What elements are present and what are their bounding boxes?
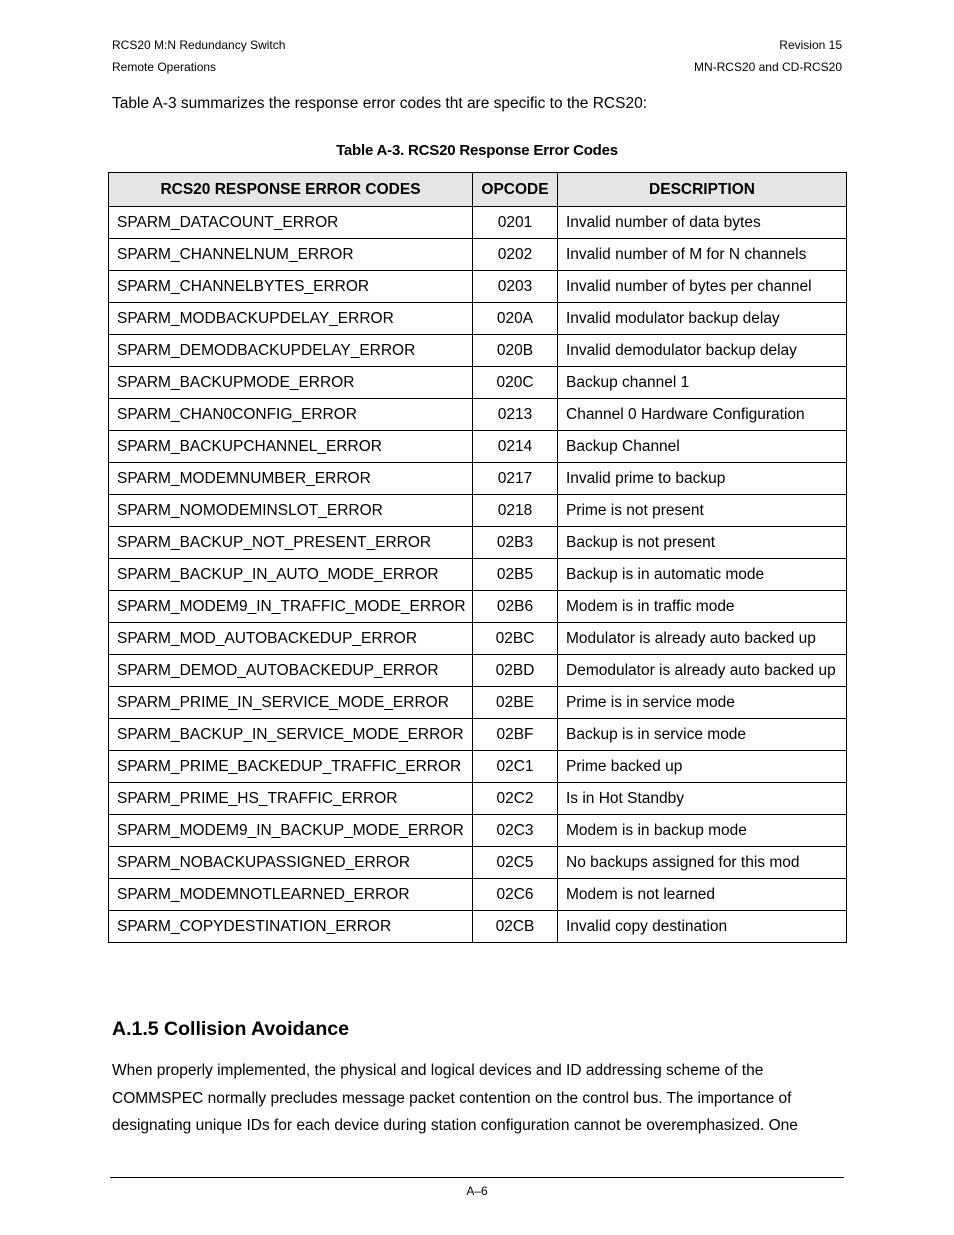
page-number: A–6 <box>466 1184 488 1198</box>
table-row <box>109 687 847 719</box>
table-row <box>109 847 847 879</box>
description-cell: Backup Channel <box>558 431 847 463</box>
opcode-cell: 02BC <box>473 623 558 655</box>
opcode-cell: 0214 <box>473 431 558 463</box>
description-cell: Invalid prime to backup <box>558 463 847 495</box>
error-code-cell: SPARM_MOD_AUTOBACKEDUP_ERROR <box>109 623 473 655</box>
opcode-cell: 02B6 <box>473 591 558 623</box>
column-header-opcode: OPCODE <box>473 173 558 207</box>
description-cell: Invalid demodulator backup delay <box>558 335 847 367</box>
table-header-row <box>109 173 847 207</box>
error-code-cell: SPARM_BACKUP_NOT_PRESENT_ERROR <box>109 527 473 559</box>
footer-rule <box>110 1177 844 1178</box>
description-cell: Backup is in service mode <box>558 719 847 751</box>
description-cell: Modem is in traffic mode <box>558 591 847 623</box>
opcode-cell: 0203 <box>473 271 558 303</box>
table-row <box>109 559 847 591</box>
table-row <box>109 719 847 751</box>
table-row <box>109 815 847 847</box>
section-number: A.1.5 <box>112 1018 159 1040</box>
error-code-cell: SPARM_MODBACKUPDELAY_ERROR <box>109 303 473 335</box>
opcode-cell: 020B <box>473 335 558 367</box>
description-cell: Channel 0 Hardware Configuration <box>558 399 847 431</box>
error-code-cell: SPARM_CHANNELBYTES_ERROR <box>109 271 473 303</box>
table-row <box>109 527 847 559</box>
error-code-cell: SPARM_PRIME_BACKEDUP_TRAFFIC_ERROR <box>109 751 473 783</box>
opcode-cell: 02B5 <box>473 559 558 591</box>
table-row <box>109 623 847 655</box>
description-cell: Backup is not present <box>558 527 847 559</box>
description-cell: Demodulator is already auto backed up <box>558 655 847 687</box>
error-code-cell: SPARM_NOBACKUPASSIGNED_ERROR <box>109 847 473 879</box>
description-cell: Backup channel 1 <box>558 367 847 399</box>
table-row <box>109 399 847 431</box>
opcode-cell: 0201 <box>473 207 558 239</box>
opcode-cell: 0218 <box>473 495 558 527</box>
table-body <box>109 207 847 943</box>
opcode-cell: 02C5 <box>473 847 558 879</box>
body-paragraph <box>112 1057 852 1140</box>
table-row <box>109 783 847 815</box>
error-code-cell: SPARM_BACKUPMODE_ERROR <box>109 367 473 399</box>
error-code-cell: SPARM_MODEMNOTLEARNED_ERROR <box>109 879 473 911</box>
error-code-cell: SPARM_DATACOUNT_ERROR <box>109 207 473 239</box>
opcode-cell: 02BF <box>473 719 558 751</box>
error-code-cell: SPARM_BACKUPCHANNEL_ERROR <box>109 431 473 463</box>
table-row <box>109 879 847 911</box>
table-row <box>109 495 847 527</box>
error-code-cell: SPARM_PRIME_IN_SERVICE_MODE_ERROR <box>109 687 473 719</box>
table-row <box>109 911 847 943</box>
opcode-cell: 02C3 <box>473 815 558 847</box>
section-title: Collision Avoidance <box>164 1018 349 1040</box>
opcode-cell: 02BD <box>473 655 558 687</box>
error-code-cell: SPARM_BACKUP_IN_AUTO_MODE_ERROR <box>109 559 473 591</box>
error-code-cell: SPARM_MODEMNUMBER_ERROR <box>109 463 473 495</box>
table-row <box>109 751 847 783</box>
table-caption: Table A-3. RCS20 Response Error Codes <box>336 142 618 159</box>
body-line: designating unique IDs for each device during station configuration cannot be overemphasized. One <box>112 1117 798 1134</box>
header-revision: Revision 15 <box>779 38 842 52</box>
table-row <box>109 271 847 303</box>
opcode-cell: 02CB <box>473 911 558 943</box>
body-line: When properly implemented, the physical and logical devices and ID addressing scheme of the <box>112 1062 764 1079</box>
body-line: COMMSPEC normally precludes message packet contention on the control bus. The importance of <box>112 1089 792 1107</box>
opcode-cell: 0217 <box>473 463 558 495</box>
description-cell: Prime backed up <box>558 751 847 783</box>
description-cell: No backups assigned for this mod <box>558 847 847 879</box>
opcode-cell: 02BE <box>473 687 558 719</box>
description-cell: Invalid number of data bytes <box>558 207 847 239</box>
header-doc-title: RCS20 M:N Redundancy Switch <box>112 38 286 52</box>
error-code-cell: SPARM_COPYDESTINATION_ERROR <box>109 911 473 943</box>
description-cell: Prime is not present <box>558 495 847 527</box>
table-row <box>109 335 847 367</box>
opcode-cell: 020C <box>473 367 558 399</box>
error-code-cell: SPARM_PRIME_HS_TRAFFIC_ERROR <box>109 783 473 815</box>
opcode-cell: 02B3 <box>473 527 558 559</box>
intro-paragraph: Table A-3 summarizes the response error codes tht are specific to the RCS20: <box>112 95 647 112</box>
error-code-cell: SPARM_BACKUP_IN_SERVICE_MODE_ERROR <box>109 719 473 751</box>
description-cell: Modem is not learned <box>558 879 847 911</box>
table-row <box>109 367 847 399</box>
error-code-cell: SPARM_MODEM9_IN_TRAFFIC_MODE_ERROR <box>109 591 473 623</box>
error-codes-table <box>108 172 847 943</box>
table-row <box>109 463 847 495</box>
column-header-description: DESCRIPTION <box>558 173 847 207</box>
opcode-cell: 02C1 <box>473 751 558 783</box>
table-row <box>109 303 847 335</box>
table-row <box>109 655 847 687</box>
description-cell: Invalid modulator backup delay <box>558 303 847 335</box>
opcode-cell: 02C6 <box>473 879 558 911</box>
column-header-error-code: RCS20 RESPONSE ERROR CODES <box>109 173 473 207</box>
table-row <box>109 431 847 463</box>
opcode-cell: 0213 <box>473 399 558 431</box>
opcode-cell: 0202 <box>473 239 558 271</box>
description-cell: Invalid number of M for N channels <box>558 239 847 271</box>
table-row <box>109 207 847 239</box>
error-code-cell: SPARM_NOMODEMINSLOT_ERROR <box>109 495 473 527</box>
opcode-cell: 02C2 <box>473 783 558 815</box>
error-code-cell: SPARM_DEMOD_AUTOBACKEDUP_ERROR <box>109 655 473 687</box>
description-cell: Invalid copy destination <box>558 911 847 943</box>
description-cell: Invalid number of bytes per channel <box>558 271 847 303</box>
error-code-cell: SPARM_MODEM9_IN_BACKUP_MODE_ERROR <box>109 815 473 847</box>
description-cell: Is in Hot Standby <box>558 783 847 815</box>
description-cell: Prime is in service mode <box>558 687 847 719</box>
description-cell: Backup is in automatic mode <box>558 559 847 591</box>
section-heading <box>112 1018 349 1040</box>
description-cell: Modem is in backup mode <box>558 815 847 847</box>
table-row <box>109 591 847 623</box>
error-code-cell: SPARM_CHANNELNUM_ERROR <box>109 239 473 271</box>
header-chapter: Remote Operations <box>112 60 217 74</box>
table-row <box>109 239 847 271</box>
opcode-cell: 020A <box>473 303 558 335</box>
error-code-cell: SPARM_CHAN0CONFIG_ERROR <box>109 399 473 431</box>
header-doc-number: MN-RCS20 and CD-RCS20 <box>693 60 842 74</box>
description-cell: Modulator is already auto backed up <box>558 623 847 655</box>
error-code-cell: SPARM_DEMODBACKUPDELAY_ERROR <box>109 335 473 367</box>
